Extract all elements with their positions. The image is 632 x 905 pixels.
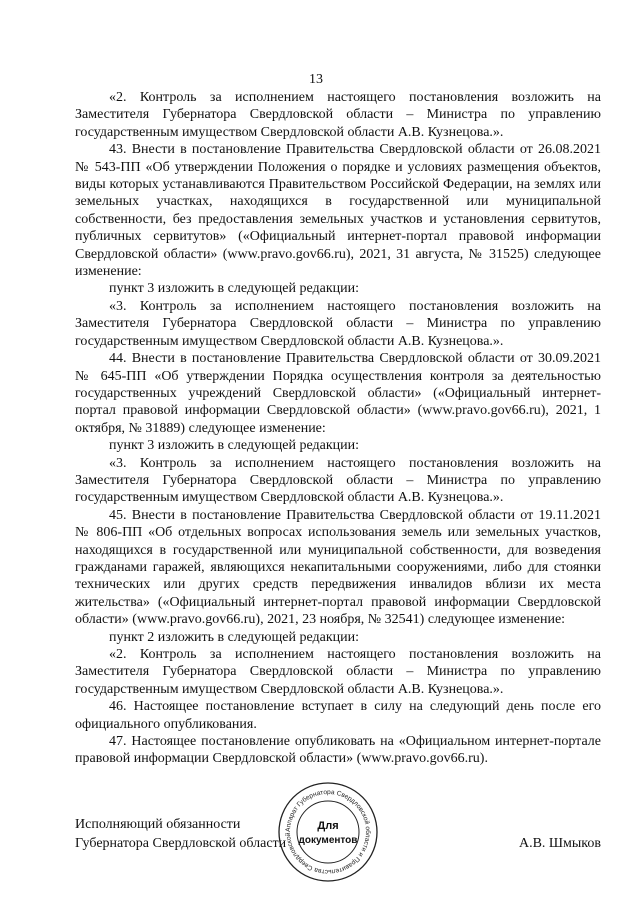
paragraph-quote-3: «3. Контроль за исполнением настоящего постановления возложить на Заместителя Губернатора Свердловской области – Министра по управлению государственным имуществом Свердловской области А.В. Кузнецова.». (75, 298, 601, 349)
paragraph-item-47: 47. Настоящее постановление опубликовать на «Официальном интернет-портале правовой информации Свердловской области» (www.pravo.gov66.ru). (75, 734, 601, 767)
paragraph-quote-2: «2. Контроль за исполнением настоящего постановления возложить на Заместителя Губернатора Свердловской области – Министра по управлению государственным имуществом Свердловской области А.В. Кузнецова.». (75, 647, 601, 697)
page-number: 13 (309, 72, 323, 87)
paragraph-edit-instruction: пункт 3 изложить в следующей редакции: (109, 281, 359, 297)
paragraph-item-45: 45. Внести в постановление Правительства Свердловской области от 19.11.2021 № 806-ПП «Об отдельных вопросах использования земель или земельных участков, находящихся в государственной или муниципальной собственности, для возведения гражданами гаражей, являющихся некапитальными сооружениями, либо для стоянки технических или других средств передвижения инвалидов вблизи их места жительства» («Официальный интернет-портал правовой информации Свердловской области» (www.pravo.gov66.ru), 2021, 23 ноября, № 32541) следующее изменение: (75, 507, 601, 628)
paragraph-item-46: 46. Настоящее постановление вступает в силу на следующий день после его официального опубликования. (75, 699, 601, 732)
paragraph-item-44: 44. Внести в постановление Правительства Свердловской области от 30.09.2021 № 645-ПП «Об утверждении Порядка осуществления контроля за деятельностью государственных учреждений Свердловской области» («Официальный интернет-портал правовой информации Свердловской области» (www.pravo.gov66.ru), 2021, 1 октября, № 31889) следующее изменение: (75, 351, 601, 436)
official-stamp (277, 781, 379, 883)
paragraph-quote-3: «3. Контроль за исполнением настоящего постановления возложить на Заместителя Губернатора Свердловской области – Министра по управлению государственным имуществом Свердловской области А.В. Кузнецова.». (75, 455, 601, 506)
paragraph-item-43: 43. Внести в постановление Правительства Свердловской области от 26.08.2021 № 543-ПП «Об утверждении Положения о порядке и условиях размещения объектов, виды которых устанавливаются Правительством Российской Федерации, на землях или земельных участках, находящихся в государственной или муниципальной собственности, без предоставления земельных участков и установления сервитутов, публичных сервитутов» («Официальный интернет-портал правовой информации Свердловской области» (www.pravo.gov66.ru), 2021, 31 августа, № 31525) следующее изменение: (75, 142, 601, 280)
signer-title-line2: Губернатора Свердловской области (75, 836, 287, 851)
signer-name: А.В. Шмыков (518, 836, 601, 851)
paragraph-quote-2: «2. Контроль за исполнением настоящего постановления возложить на Заместителя Губернатора Свердловской области – Министра по управлению государственным имуществом Свердловской области А.В. Кузнецова.». (75, 90, 601, 140)
document-body (75, 89, 601, 768)
paragraph-edit-instruction: пункт 3 изложить в следующей редакции: (109, 438, 359, 454)
signer-title-line1: Исполняющий обязанности (75, 817, 241, 832)
stamp-center-line1: Для (317, 820, 339, 832)
stamp-center-line2: документов (298, 835, 358, 846)
stamp-ring-text: Аппарат Губернатора Свердловской области и Правительства Свердловской (284, 788, 372, 876)
paragraph-edit-instruction: пункт 2 изложить в следующей редакции: (109, 629, 359, 645)
